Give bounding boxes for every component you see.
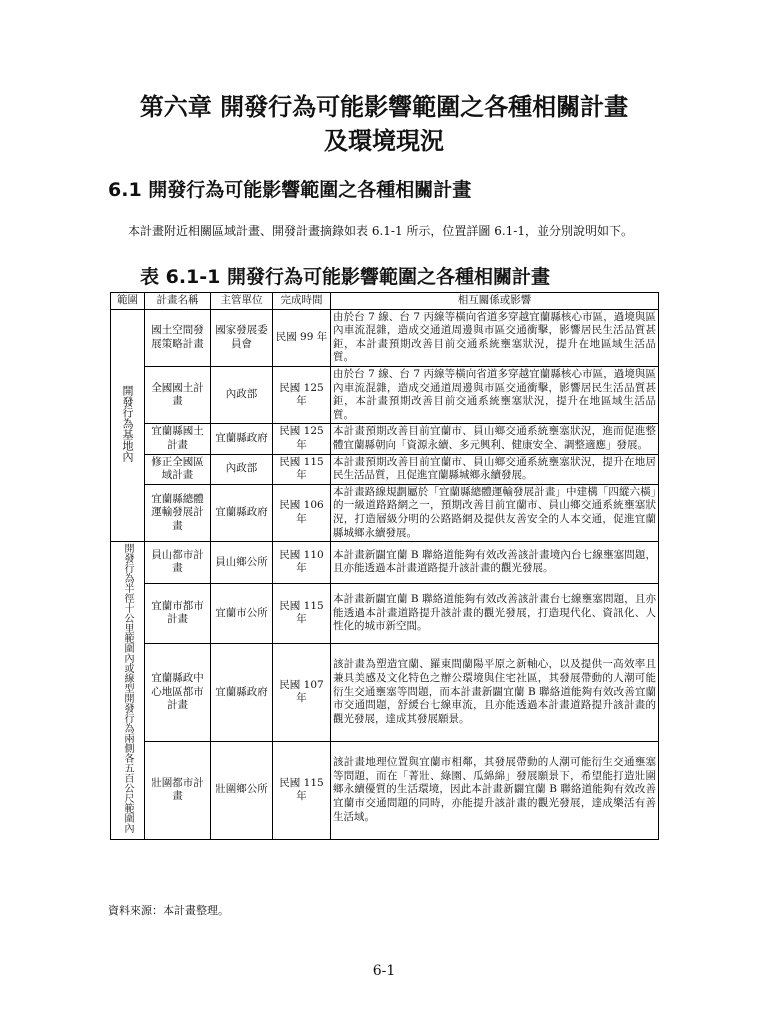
header-agency: 主管單位 [211,293,273,310]
section-title: 6.1 開發行為可能影響範圍之各種相關計畫 [108,179,472,201]
time-cell: 民國 106 年 [273,484,331,541]
header-completion-time: 完成時間 [273,293,331,310]
plan-name-cell: 宜蘭縣政中心地區都市計畫 [145,644,211,742]
header-scope: 範圍 [111,293,145,310]
time-cell: 民國 115 年 [273,583,331,643]
agency-cell: 宜蘭縣政府 [211,644,273,742]
table-row [111,583,659,643]
agency-cell: 國家發展委員會 [211,309,273,366]
table-row [111,309,659,366]
relation-cell: 本計畫新闢宜蘭 B 聯絡道能夠有效改善該計畫境內台七線壅塞問題，且亦能透過本計畫道路提升該計畫的觀光發展。 [331,542,659,584]
plan-name-cell: 壯圍都市計畫 [145,741,211,839]
chapter-title-line-1: 第六章 開發行為可能影響範圍之各種相關計畫 [139,93,629,121]
table-row [111,454,659,484]
time-cell: 民國 115 年 [273,741,331,839]
table-row [111,366,659,423]
table-row [111,484,659,541]
plan-name-cell: 國土空間發展策略計畫 [145,309,211,366]
time-cell: 民國 99 年 [273,309,331,366]
scope-label: 開發行為半徑十公里範圍內或線型開發行為兩側各五百公尺範圍內 [122,543,133,834]
time-cell: 民國 125 年 [273,424,331,454]
agency-cell: 內政部 [211,366,273,423]
relation-cell: 本計畫預期改善目前宜蘭市、員山鄉交通系統壅塞狀況，提升在地居民生活品質，且促進宜蘭縣城鄉永續發展。 [331,454,659,484]
relation-cell: 由於台 7 線、台 7 丙線等橫向省道多穿越宜蘭縣核心市區，過境與區內車流混雜，造成交通道周邊與市區交通衝擊，影響居民生活品質甚鉅，本計畫預期改善目前交通系統壅塞狀況，提升在地區域生活品質。 [331,309,659,366]
relation-cell: 由於台 7 線、台 7 丙線等橫向省道多穿越宜蘭縣核心市區，過境與區內車流混雜，造成交通道周邊與市區交通衝擊，影響居民生活品質甚鉅，本計畫預期改善目前交通系統壅塞狀況，提升在地區域生活品質。 [331,366,659,423]
source-note: 資料來源：本計畫整理。 [108,904,229,917]
time-cell: 民國 107 年 [273,644,331,742]
scope-cell-radius [111,542,145,840]
plan-name-cell: 修正全國區域計畫 [145,454,211,484]
time-cell: 民國 125 年 [273,366,331,423]
relation-cell: 該計畫地理位置與宜蘭市相鄰，其發展帶動的人潮可能衍生交通壅塞等問題，而在「菁壯、綠園、瓜綿綿」發展願景下，希望能打造壯圍鄉永續優質的生活環境，因此本計畫新闢宜蘭 B 聯絡道能夠有效改善宜蘭市交通問題的同時，亦能提升該計畫的觀光發展，達成樂活有善生活域。 [331,741,659,839]
scope-label: 開發行為基地內 [121,384,134,462]
agency-cell: 員山鄉公所 [211,542,273,584]
scope-cell-site [111,309,145,542]
page-number: 6-1 [372,963,396,979]
table-row [111,542,659,584]
header-plan-name: 計畫名稱 [145,293,211,310]
agency-cell: 宜蘭縣政府 [211,424,273,454]
plan-name-cell: 全國國土計畫 [145,366,211,423]
chapter-title [60,90,708,158]
plan-name-cell: 宜蘭市都市計畫 [145,583,211,643]
agency-cell: 宜蘭市公所 [211,583,273,643]
table-row [111,644,659,742]
plan-name-cell: 宜蘭縣國土計畫 [145,424,211,454]
time-cell: 民國 115 年 [273,454,331,484]
agency-cell: 壯圍鄉公所 [211,741,273,839]
related-plans-table [110,292,659,840]
relation-cell: 本計畫預期改善目前宜蘭市、員山鄉交通系統壅塞狀況，進而促進整體宜蘭縣朝向「資源永續、多元興利、健康安全、調整適應」發展。 [331,424,659,454]
table-row [111,424,659,454]
plan-name-cell: 員山都市計畫 [145,542,211,584]
relation-cell: 該計畫為塑造宜蘭、羅東間蘭陽平原之新軸心，以及提供一高效率且兼具美感及文化特色之辦公環境與住宅社區，其發展帶動的人潮可能衍生交通壅塞等問題，而本計畫新闢宜蘭 B 聯絡道能夠有效改善宜蘭市交通問題，舒緩台七線車流，且亦能透過本計畫道路提升該計畫的觀光發展，達成其發展願景。 [331,644,659,742]
agency-cell: 內政部 [211,454,273,484]
chapter-title-line-2: 及環境現況 [324,127,444,155]
header-relation: 相互關係或影響 [331,293,659,310]
intro-paragraph: 本計畫附近相關區域計畫、開發計畫摘錄如表 6.1-1 所示，位置詳圖 6.1-1，並分別說明如下。 [128,224,633,238]
time-cell: 民國 110 年 [273,542,331,584]
plan-name-cell: 宜蘭縣總體運輸發展計畫 [145,484,211,541]
table-title: 表 6.1-1 開發行為可能影響範圍之各種相關計畫 [140,266,550,288]
relation-cell: 本計畫路線規劃屬於「宜蘭縣總體運輸發展計畫」中建構「四縱六橫」的一級道路路網之一，預期改善目前宜蘭市、員山鄉交通系統壅塞狀況，打造層級分明的公路路網及提供友善安全的人本交通，促進宜蘭縣城鄉永續發展。 [331,484,659,541]
agency-cell: 宜蘭縣政府 [211,484,273,541]
table-header-row [111,293,659,310]
table-row [111,741,659,839]
relation-cell: 本計畫新闢宜蘭 B 聯絡道能夠有效改善該計畫台七線壅塞問題，且亦能透過本計畫道路提升該計畫的觀光發展，打造現代化、資訊化、人性化的城市新空間。 [331,583,659,643]
